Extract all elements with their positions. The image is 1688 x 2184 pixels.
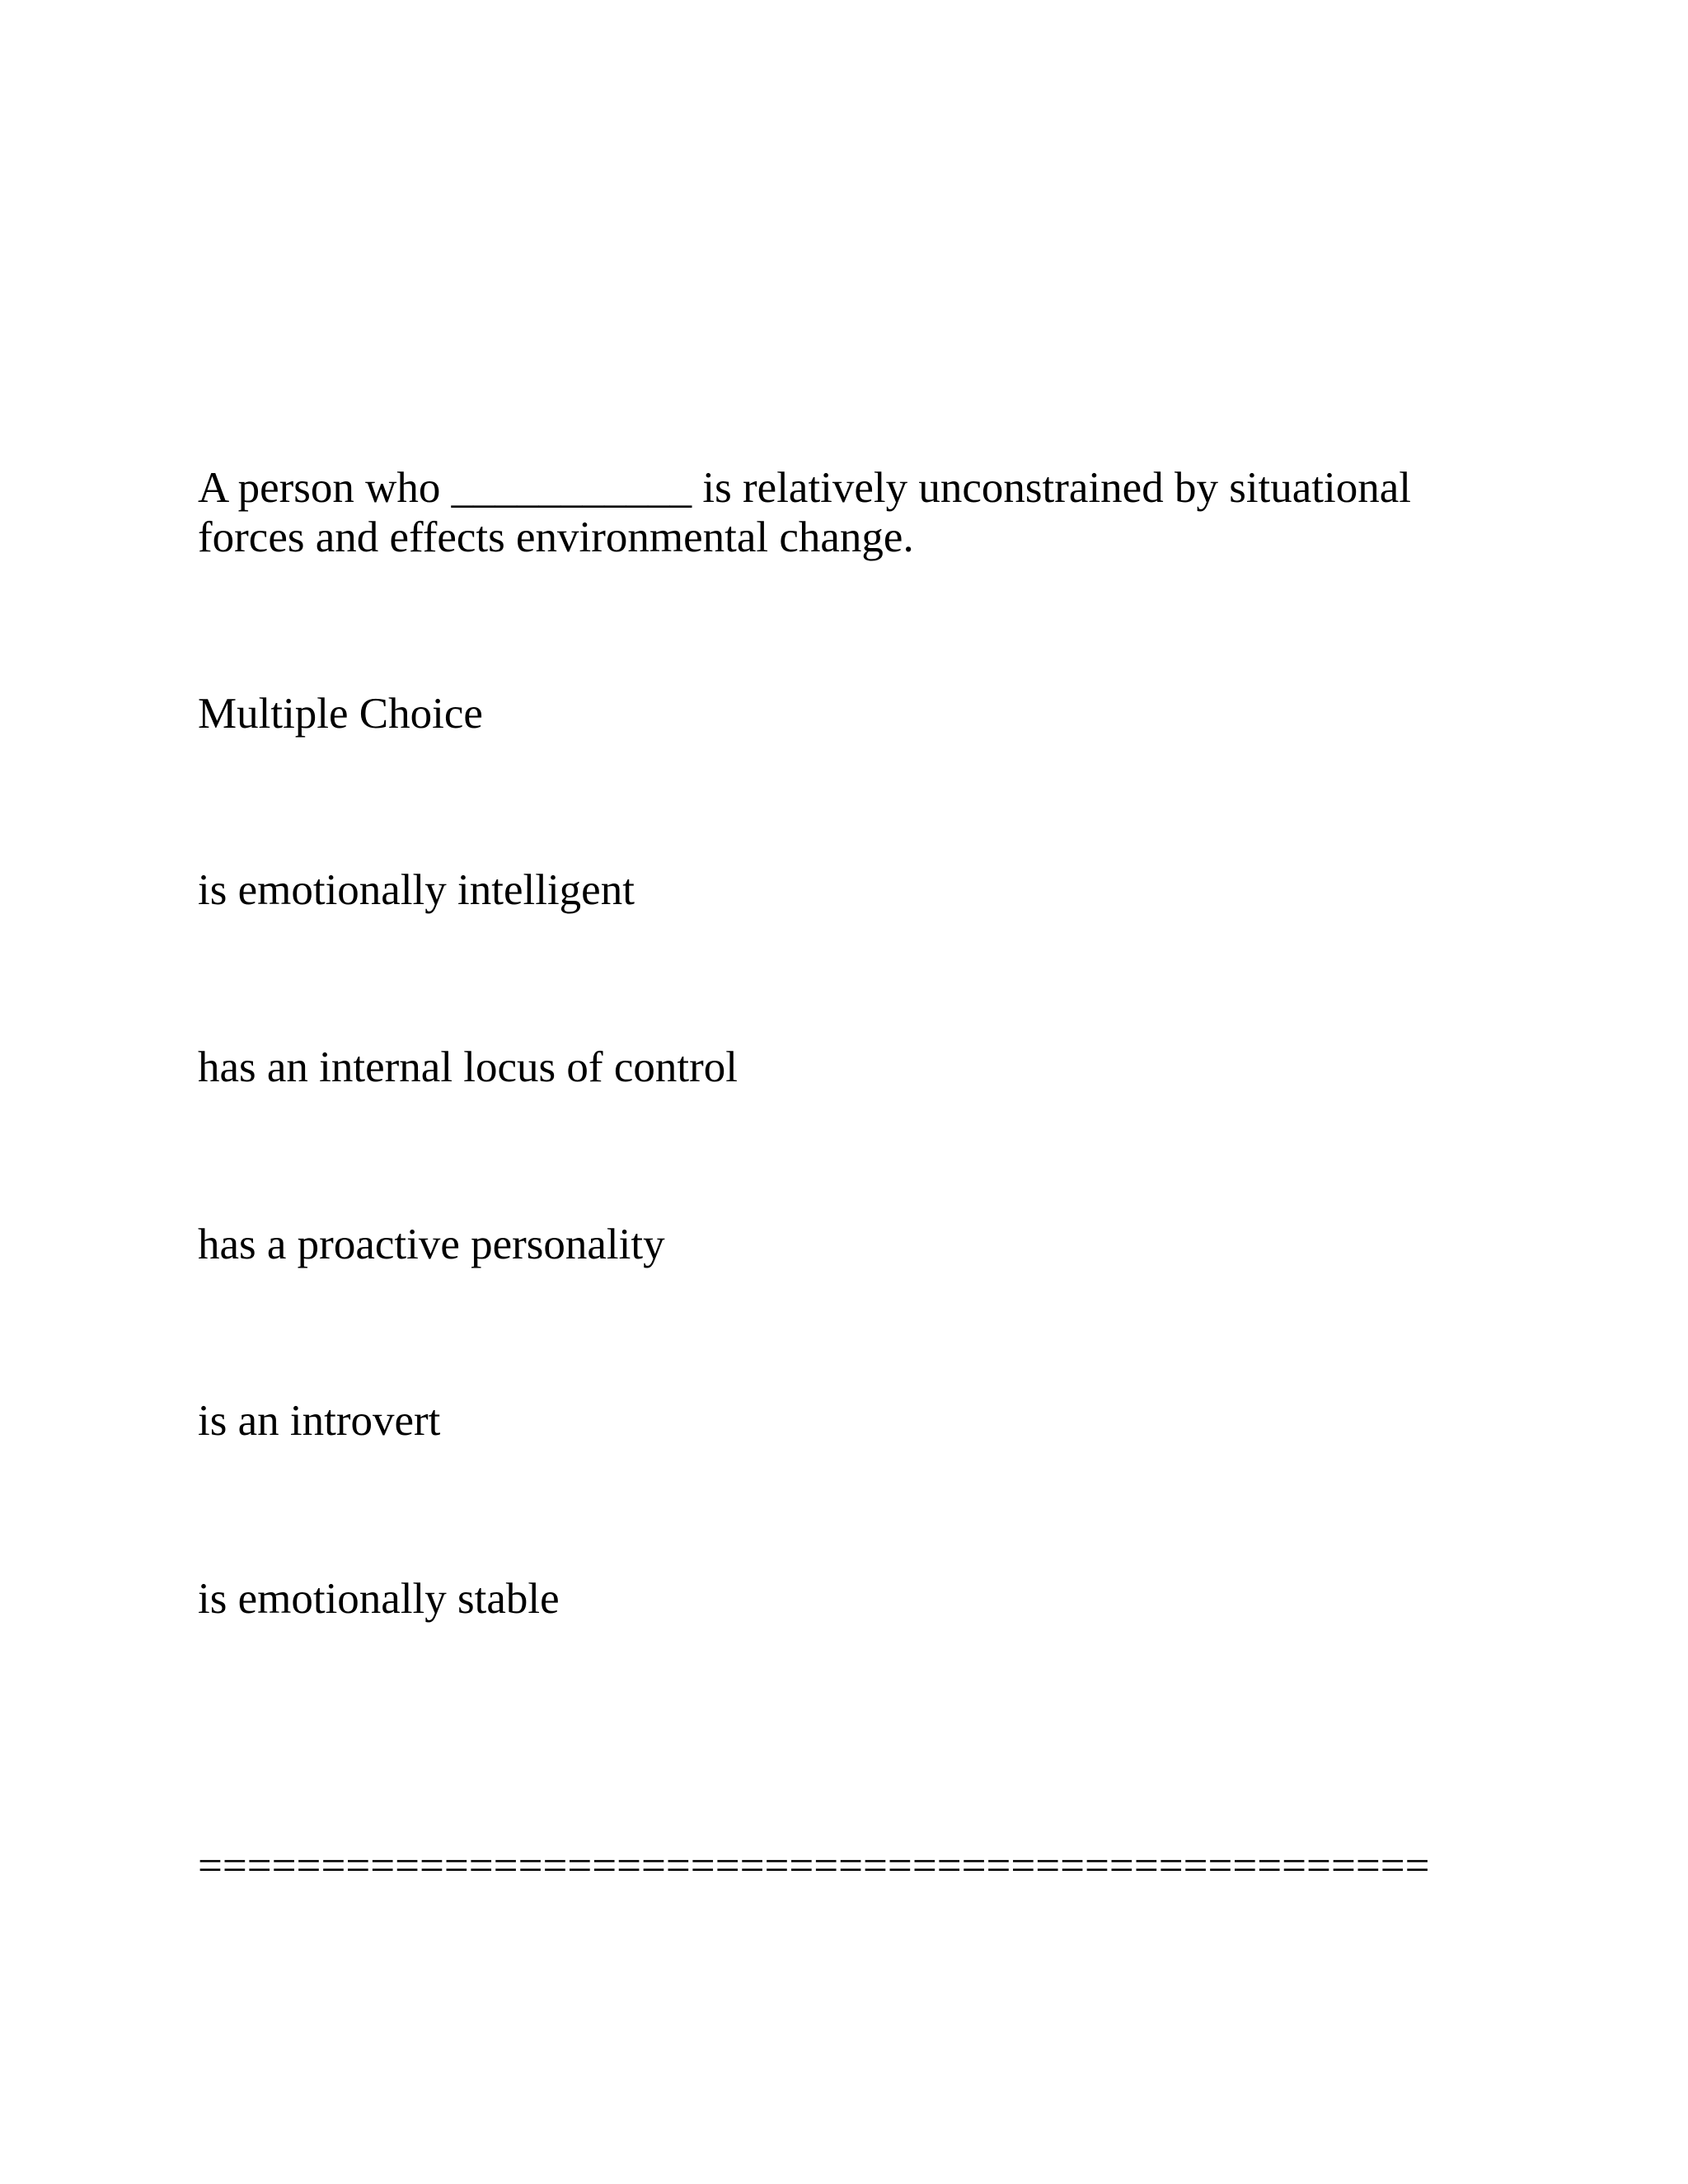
question-type-label: Multiple Choice (198, 690, 483, 738)
separator-line: ================================================== (198, 1842, 1430, 1890)
answer-option: has an internal locus of control (198, 1043, 738, 1091)
answer-option: is emotionally intelligent (198, 866, 635, 914)
question-text-line-2: forces and effects environmental change. (198, 513, 914, 561)
answer-option: is an introvert (198, 1397, 441, 1445)
answer-option: is emotionally stable (198, 1575, 560, 1623)
question-text-line-1: A person who ___________ is relatively unconstrained by situational (198, 464, 1411, 512)
answer-option: has a proactive personality (198, 1221, 665, 1268)
